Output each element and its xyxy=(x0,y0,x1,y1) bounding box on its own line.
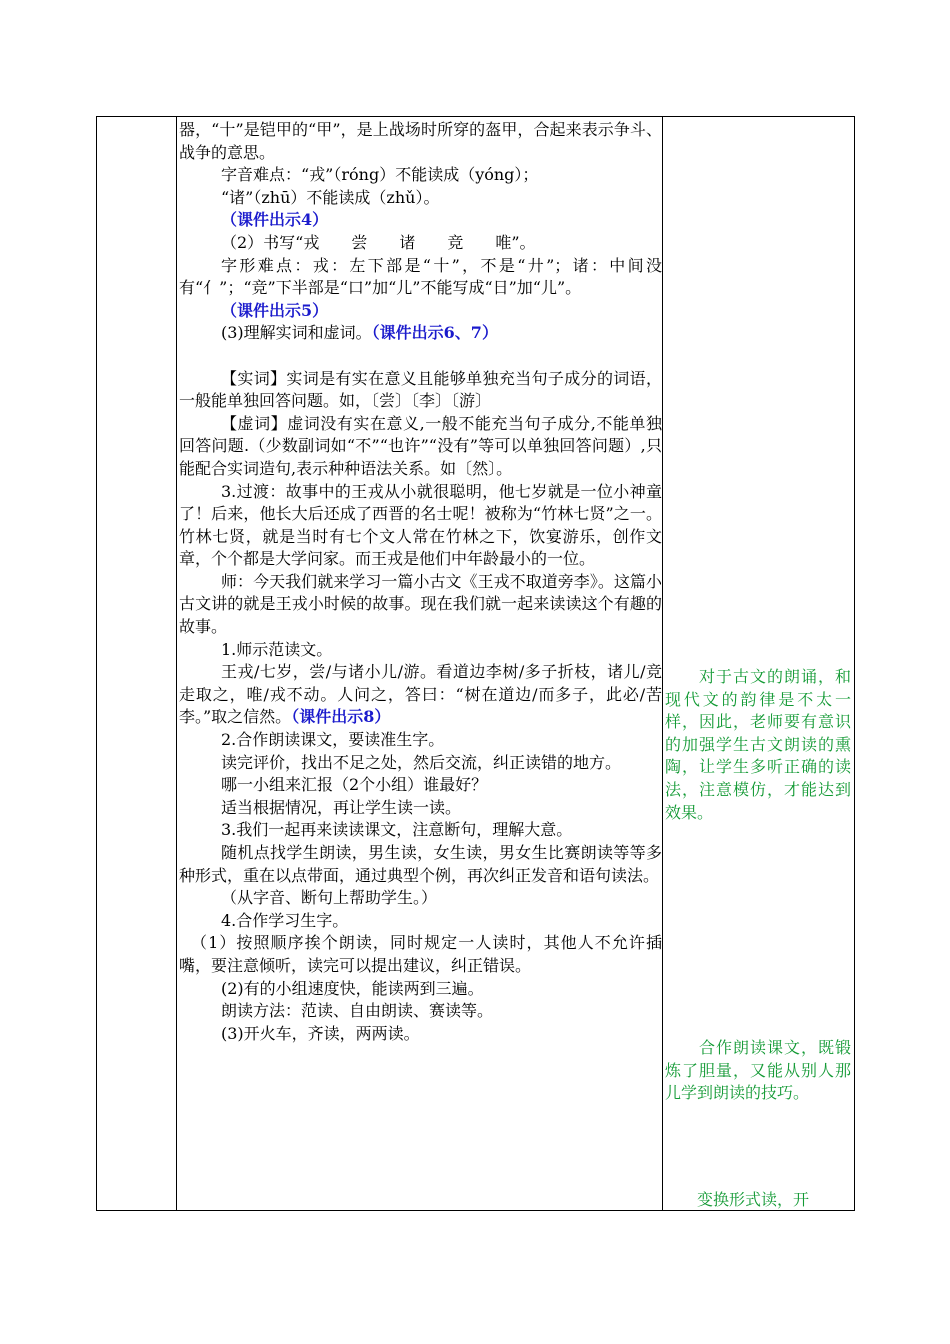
paragraph: （1）按照顺序挨个朗读，同时规定一人读时，其他人不允许插嘴，要注意倾听，读完可以提出建议，纠正错误。 xyxy=(179,933,662,975)
slide-note: （课件出示8） xyxy=(291,707,391,727)
design-note: 合作朗读课文，既锻炼了胆量，又能从别人那儿学到朗读的技巧。 xyxy=(665,1038,851,1103)
paragraph: 4.合作学习生字。 xyxy=(221,910,349,930)
paragraph-text: (3)理解实词和虚词。 xyxy=(221,323,372,343)
paragraph xyxy=(179,661,662,729)
design-note: 变换形式读，开 xyxy=(665,1190,810,1209)
paragraph: 【实词】实词是有实在意义且能够单独充当句子成分的词语，一般能单独回答问题。如，〔尝〕〔李〕〔游〕 xyxy=(179,368,662,411)
paragraph: 朗读方法：范读、自由朗读、赛读等。 xyxy=(221,1001,494,1021)
paragraph: 师：今天我们就来学习一篇小古文《王戎不取道旁李》。这篇小古文讲的就是王戎小时候的故事。现在我们就一起来读读这个有趣的故事。 xyxy=(179,571,662,637)
paragraph: 3.我们一起再来读读课文，注意断句，理解大意。 xyxy=(221,820,573,840)
paragraph: (3)开火车，齐读，两两读。 xyxy=(221,1023,420,1043)
paragraph: （从字音、断句上帮助学生。） xyxy=(221,888,438,908)
paragraph: （2）书写“戎 尝 诸 竞 唯”。 xyxy=(221,232,536,252)
paragraph: 读完评价，找出不足之处，然后交流，纠正读错的地方。 xyxy=(221,752,622,772)
paragraph xyxy=(179,322,662,345)
paragraph: 字形难点：戎：左下部是“十”，不是“廾”；诸：中间没有“亻”；“竞”下半部是“口”加“儿”不能写成“日”加“儿”。 xyxy=(179,255,662,298)
paragraph: 1.师示范读文。 xyxy=(221,639,333,659)
spacer xyxy=(179,345,662,368)
paragraph: 随机点找学生朗读，男生读，女生读，男女生比赛朗读等等多种形式，重在以点带面，通过典型个例，再次纠正发音和语句读法。 xyxy=(179,843,662,885)
design-notes-column xyxy=(663,117,853,1210)
paragraph: 适当根据情况，再让学生读一读。 xyxy=(221,797,462,817)
slide-note: （课件出示5） xyxy=(221,300,329,320)
paragraph: 2.合作朗读课文，要读准生字。 xyxy=(221,730,445,750)
section-column xyxy=(97,117,177,1210)
teaching-process-column xyxy=(177,117,663,1210)
paragraph: 【虚词】虚词没有实在意义,一般不能充当句子成分,不能单独回答问题.（少数副词如“不”“也许”“没有”等可以单独回答问题）,只能配合实词造句,表示种种语法关系。如〔然〕。 xyxy=(179,413,662,478)
paragraph: (2)有的小组速度快，能读两到三遍。 xyxy=(221,978,484,998)
slide-note: （课件出示4） xyxy=(221,210,329,230)
paragraph: 字音难点：“戎”（róng）不能读成（yóng）； xyxy=(221,165,539,185)
paragraph: “诸”（zhū）不能读成（zhǔ）。 xyxy=(221,187,440,207)
paragraph: 器，“十”是铠甲的“甲”，是上战场时所穿的盔甲，合起来表示争斗、战争的意思。 xyxy=(179,120,662,162)
design-note: 对于古文的朗诵，和现代文的韵律是不太一样，因此，老师要有意识的加强学生古文朗读的熏陶，让学生多听正确的读法，注意模仿，才能达到效果。 xyxy=(665,667,851,822)
slide-note: （课件出示6、7） xyxy=(371,323,498,343)
paragraph: 哪一小组来汇报（2个小组）谁最好？ xyxy=(221,775,488,795)
paragraph: 3.过渡：故事中的王戎从小就很聪明，他七岁就是一位小神童了！后来，他长大后还成了西晋的名士呢！被称为“竹林七贤”之一。竹林七贤，就是当时有七个文人常在竹林之下，饮宴游乐，创作文章，个个都是大学问家。而王戎是他们中年龄最小的一位。 xyxy=(179,481,662,569)
paragraph-text: 王戎/七岁，尝/与诸小儿/游。看道边李树/多子折枝，诸儿/竞走取之，唯/戎不动。人问之，答曰：“树在道边/而多子，此必/苦李。”取之信然。 xyxy=(179,662,662,727)
lesson-table xyxy=(96,116,855,1211)
